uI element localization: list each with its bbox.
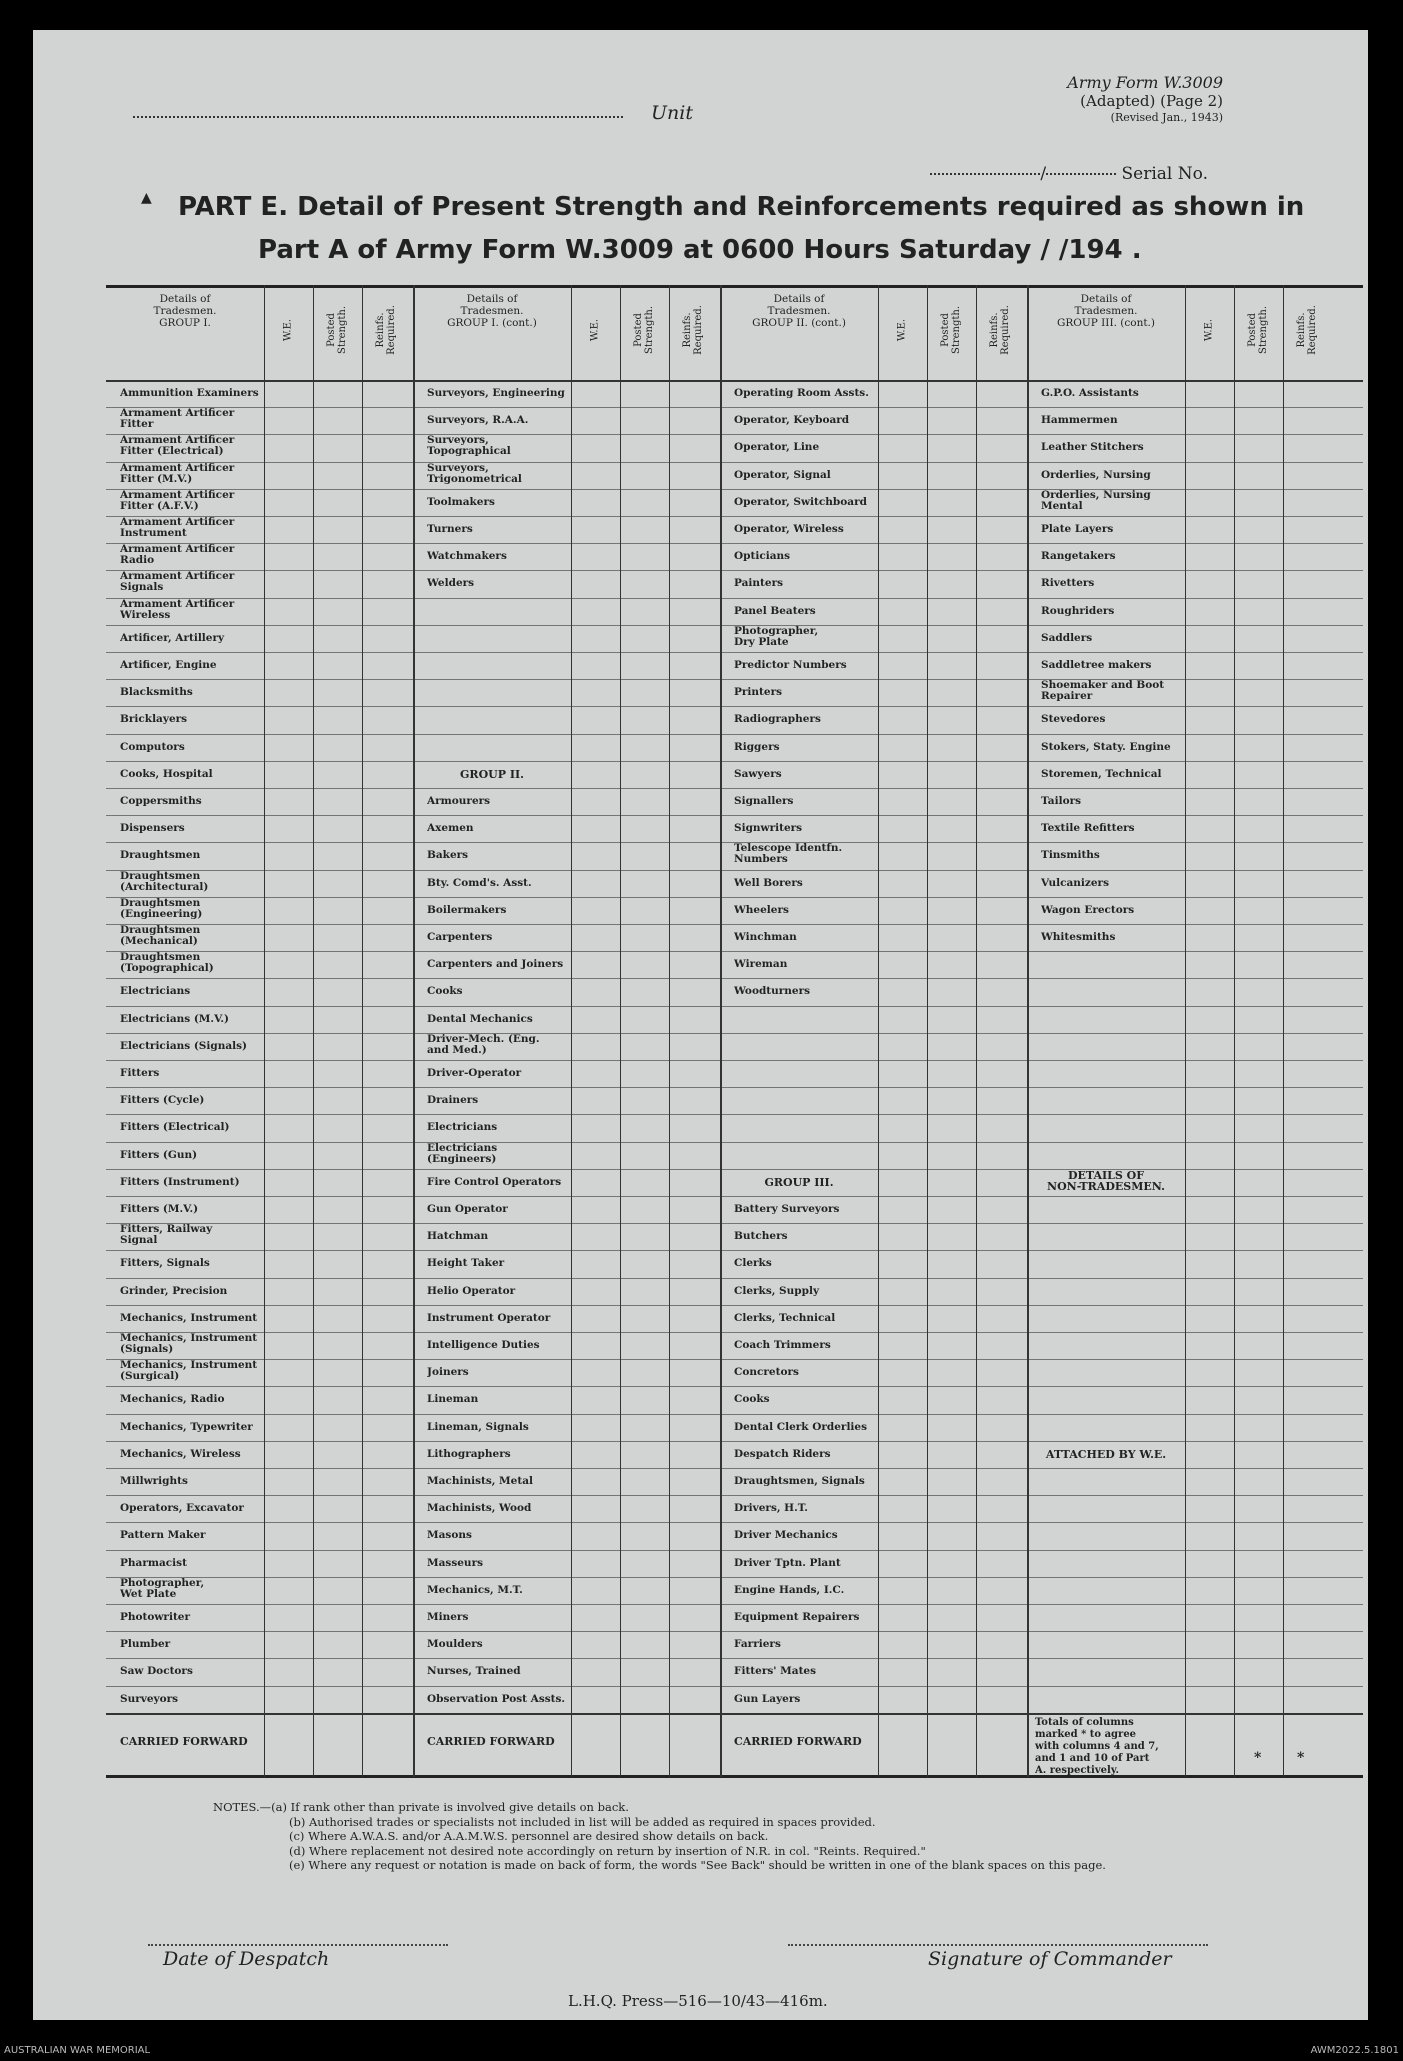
trade-label: Gun Layers xyxy=(734,1693,801,1705)
form-name: Army Form W.3009 xyxy=(1067,73,1223,92)
trade-label: Clerks, Supply xyxy=(734,1285,820,1297)
trade-label: Lineman, Signals xyxy=(427,1421,529,1433)
trade-label: Winchman xyxy=(734,932,797,943)
col-header-posted xyxy=(622,285,666,375)
trade-label: Electricians (Signals) xyxy=(120,1040,248,1052)
trade-label: Helio Operator xyxy=(427,1285,516,1297)
trade-label: Lithographers xyxy=(427,1448,511,1460)
column-rule xyxy=(362,285,363,1777)
trade-label: Mechanics, Wireless xyxy=(120,1448,241,1460)
trade-label: Woodturners xyxy=(734,986,811,998)
trade-label: Roughriders xyxy=(1041,605,1115,617)
trade-label: Cooks xyxy=(427,986,463,998)
trade-label: Axemen xyxy=(427,823,474,835)
trade-label: Armament Artificer Fitter (A.F.V.) xyxy=(120,489,235,512)
trade-label: Fitters (Electrical) xyxy=(120,1122,230,1134)
trade-label: Predictor Numbers xyxy=(734,660,847,671)
column-rule xyxy=(927,285,928,1777)
trade-label: Bakers xyxy=(427,850,469,862)
trade-label: Machinists, Wood xyxy=(427,1503,532,1515)
trade-label: Draughtsmen (Engineering) xyxy=(120,897,203,920)
trade-label: Height Taker xyxy=(427,1258,505,1270)
trade-label: Mechanics, Typewriter xyxy=(120,1421,253,1433)
trade-label: Fitters (M.V.) xyxy=(120,1204,199,1215)
trade-label: Painters xyxy=(734,578,784,590)
trade-label: Coppersmiths xyxy=(120,796,202,807)
trade-label: Saddletree makers xyxy=(1041,660,1152,671)
trade-label: Orderlies, Nursing Mental xyxy=(1041,489,1151,512)
column-rule xyxy=(620,285,621,1777)
trade-label: Wheelers xyxy=(734,904,789,916)
header-rule xyxy=(106,380,1363,382)
column-rule xyxy=(878,285,879,1777)
column-rule xyxy=(1283,285,1284,1777)
trade-label: Fire Control Operators xyxy=(427,1176,562,1188)
trade-label: Surveyors, R.A.A. xyxy=(427,415,529,427)
col-header-we xyxy=(1187,285,1231,375)
trade-label: Rivetters xyxy=(1041,578,1095,590)
form-adapted: (Adapted) (Page 2) xyxy=(1080,92,1223,110)
col-header-posted-text: Posted Strength. xyxy=(326,305,348,355)
col-header-we-text: W.E. xyxy=(896,318,908,342)
trade-label: Saddlers xyxy=(1041,632,1093,644)
trade-label: Mechanics, Radio xyxy=(120,1394,225,1406)
trade-label: Electricians (Engineers) xyxy=(427,1142,498,1165)
trade-label: Fitters, Signals xyxy=(120,1258,210,1270)
row-rule xyxy=(106,1142,1363,1143)
form-revised: (Revised Jan., 1943) xyxy=(1110,111,1223,124)
asterisk-marker: * xyxy=(1254,1750,1262,1766)
trade-label: Moulders xyxy=(427,1639,483,1651)
trade-label: Mechanics, M.T. xyxy=(427,1584,523,1596)
col-header-we xyxy=(880,285,924,375)
trade-label: Mechanics, Instrument xyxy=(120,1312,258,1324)
trade-label: Computors xyxy=(120,741,185,753)
trade-label: Masseurs xyxy=(427,1557,484,1569)
trade-label: Armament Artificer Fitter (M.V.) xyxy=(120,462,235,485)
trade-label: Machinists, Metal xyxy=(427,1476,533,1487)
trade-label: Operator, Signal xyxy=(734,469,831,481)
trade-label: Observation Post Assts. xyxy=(427,1693,566,1705)
trade-label: Fitters (Cycle) xyxy=(120,1095,205,1107)
trade-label: Miners xyxy=(427,1612,469,1623)
trade-label: Armament Artificer Wireless xyxy=(120,598,235,621)
note-b: (b) Authorised trades or specialists not included in list will be added as required in spaces provided. xyxy=(289,1814,876,1829)
col-header-posted xyxy=(315,285,359,375)
notes-block xyxy=(213,1800,1106,1873)
note-a: NOTES.—(a) If rank other than private is involved give details on back. xyxy=(213,1800,629,1814)
col-header-we xyxy=(573,285,617,375)
trade-label: Opticians xyxy=(734,551,791,563)
col-header-we xyxy=(266,285,310,375)
column-rule xyxy=(1185,285,1186,1777)
trade-label: Plate Layers xyxy=(1041,524,1114,535)
date-line xyxy=(148,1944,448,1946)
column-rule xyxy=(976,285,977,1777)
trade-label: Fitters (Instrument) xyxy=(120,1176,240,1188)
archive-label: AUSTRALIAN WAR MEMORIAL xyxy=(4,2045,151,2056)
serial-separator: / xyxy=(1040,164,1047,184)
trade-label: Instrument Operator xyxy=(427,1312,551,1324)
trade-label: Clerks xyxy=(734,1258,772,1270)
col-header-we-text: W.E. xyxy=(589,318,601,342)
press-imprint: L.H.Q. Press—516—10/43—416m. xyxy=(568,1992,828,2010)
trade-label: Masons xyxy=(427,1530,472,1542)
trade-label: Wireman xyxy=(734,959,788,971)
trade-label: Plumber xyxy=(120,1639,171,1651)
page-title-line1: PART E. Detail of Present Strength and Reinforcements required as shown in xyxy=(178,192,1305,222)
trade-label: Butchers xyxy=(734,1231,788,1243)
trade-label: Bricklayers xyxy=(120,714,188,726)
trade-label: Surveyors, Trigonometrical xyxy=(427,462,522,485)
trade-label: Shoemaker and Boot Repairer xyxy=(1041,680,1165,703)
trade-label: Sawyers xyxy=(734,768,782,780)
carried-forward-label: CARRIED FORWARD xyxy=(120,1735,248,1748)
trade-label: Mechanics, Instrument (Surgical) xyxy=(120,1360,258,1383)
trade-label: Nurses, Trained xyxy=(427,1666,521,1678)
row-rule xyxy=(106,1114,1363,1115)
trade-label: Operating Room Assts. xyxy=(734,388,869,399)
column-rule xyxy=(571,285,572,1777)
trade-label: Operator, Line xyxy=(734,442,820,454)
note-d: (d) Where replacement not desired note accordingly on return by insertion of N.R. in col. "Reints. Required." xyxy=(289,1843,926,1858)
trade-label: Driver Tptn. Plant xyxy=(734,1557,841,1569)
trade-label: Dental Clerk Orderlies xyxy=(734,1421,868,1433)
trade-label: Surveyors, Topographical xyxy=(427,435,511,458)
trade-label: Blacksmiths xyxy=(120,687,193,699)
unit-label: Unit xyxy=(651,102,693,124)
row-rule xyxy=(106,1087,1363,1088)
group-rule xyxy=(720,285,722,1777)
trade-label: Farriers xyxy=(734,1639,781,1651)
group-header-4: Details of Tradesmen. GROUP III. (cont.) xyxy=(1057,293,1155,330)
page-title-line2: Part A of Army Form W.3009 at 0600 Hours Saturday / /194 . xyxy=(258,235,1142,265)
trade-label: Dental Mechanics xyxy=(427,1013,533,1025)
trade-label: Operator, Keyboard xyxy=(734,415,850,427)
trade-label: Watchmakers xyxy=(427,551,507,563)
trade-label: Pharmacist xyxy=(120,1557,187,1569)
trade-label: Concretors xyxy=(734,1367,799,1379)
trade-label: Tailors xyxy=(1041,796,1082,807)
trade-label: Despatch Riders xyxy=(734,1448,831,1460)
trade-label: Armament Artificer Signals xyxy=(120,571,235,594)
trade-label: GROUP III. xyxy=(764,1176,834,1189)
trade-label: Driver Mechanics xyxy=(734,1530,838,1542)
trade-label: Artificer, Artillery xyxy=(120,632,225,644)
trade-label: Radiographers xyxy=(734,714,821,726)
trade-label: Battery Surveyors xyxy=(734,1204,840,1215)
trade-label: Storemen, Technical xyxy=(1041,768,1162,780)
col-header-we-text: W.E. xyxy=(1203,318,1215,342)
col-header-reinfs-text: Reinfs. Required. xyxy=(1296,305,1318,355)
col-header-posted-text: Posted Strength. xyxy=(940,305,962,355)
trade-label: Bty. Comd's. Asst. xyxy=(427,877,532,889)
archive-id: AWM2022.5.1801 xyxy=(1310,2045,1399,2056)
col-header-reinfs xyxy=(1285,285,1329,375)
trade-label: Whitesmiths xyxy=(1041,932,1116,943)
trade-label: Carpenters xyxy=(427,932,493,943)
trade-label: Clerks, Technical xyxy=(734,1312,836,1324)
tradesmen-table xyxy=(106,285,1363,1777)
trade-label: Operators, Excavator xyxy=(120,1503,244,1515)
col-header-we-text: W.E. xyxy=(282,318,294,342)
trade-label: Turners xyxy=(427,524,473,535)
col-header-reinfs-text: Reinfs. Required. xyxy=(989,305,1011,355)
date-of-despatch-label: Date of Despatch xyxy=(163,1948,330,1970)
trade-label: Fitters, Railway Signal xyxy=(120,1224,213,1247)
group-header-1: Details of Tradesmen. GROUP I. xyxy=(153,293,217,330)
serial-field xyxy=(930,164,1208,184)
trade-label: Armament Artificer Fitter xyxy=(120,408,235,431)
trade-label: Draughtsmen, Signals xyxy=(734,1476,865,1487)
column-rule xyxy=(264,285,265,1777)
asterisk-marker: * xyxy=(1297,1750,1305,1766)
trade-label: Cooks, Hospital xyxy=(120,768,213,780)
trade-label: Saw Doctors xyxy=(120,1666,193,1678)
trade-label: Boilermakers xyxy=(427,904,507,916)
trade-label: Hatchman xyxy=(427,1231,489,1243)
trade-label: Draughtsmen (Mechanical) xyxy=(120,925,201,948)
totals-note: Totals of columns marked * to agree with columns 4 and 7, and 1 and 10 of Part A. respectively. xyxy=(1035,1716,1159,1776)
col-header-reinfs xyxy=(364,285,408,375)
group-header-3: Details of Tradesmen. GROUP II. (cont.) xyxy=(752,293,846,330)
trade-label: Photographer, Wet Plate xyxy=(120,1577,205,1600)
col-header-reinfs-text: Reinfs. Required. xyxy=(682,305,704,355)
note-e: (e) Where any request or notation is made on back of form, the words "See Back" should be written in one of the blank spaces on this page. xyxy=(289,1858,1106,1873)
trade-label: Armament Artificer Radio xyxy=(120,544,235,567)
trade-label: Drainers xyxy=(427,1095,479,1107)
trade-label: Tinsmiths xyxy=(1041,850,1100,862)
trade-label: Drivers, H.T. xyxy=(734,1503,808,1515)
trade-label: Vulcanizers xyxy=(1041,877,1110,889)
col-header-posted-text: Posted Strength. xyxy=(633,305,655,355)
trade-label: Draughtsmen (Topographical) xyxy=(120,952,214,975)
col-header-posted xyxy=(929,285,973,375)
trade-label: Electricians xyxy=(427,1122,498,1134)
group-header-2: Details of Tradesmen. GROUP I. (cont.) xyxy=(447,293,537,330)
trade-label: Ammunition Examiners xyxy=(120,388,259,399)
trade-label: Pattern Maker xyxy=(120,1530,206,1542)
col-header-reinfs xyxy=(978,285,1022,375)
trade-label: Gun Operator xyxy=(427,1204,508,1215)
trade-label: Electricians xyxy=(120,986,191,998)
trade-label: Stokers, Staty. Engine xyxy=(1041,741,1171,753)
trade-label: Electricians (M.V.) xyxy=(120,1013,230,1025)
trade-label: Operator, Switchboard xyxy=(734,496,867,508)
trade-label: Engine Hands, I.C. xyxy=(734,1584,845,1596)
trade-label: Fitters' Mates xyxy=(734,1666,817,1678)
trade-label: Toolmakers xyxy=(427,496,495,508)
trade-label: Draughtsmen xyxy=(120,850,201,862)
col-header-posted-text: Posted Strength. xyxy=(1247,305,1269,355)
trade-label: Fitters xyxy=(120,1068,160,1079)
trade-label: DETAILS OF NON-TRADESMEN. xyxy=(1047,1169,1165,1194)
trade-label: Operator, Wireless xyxy=(734,524,844,535)
row-rule xyxy=(106,1033,1363,1034)
trade-label: ATTACHED BY W.E. xyxy=(1045,1448,1167,1461)
trade-label: Stevedores xyxy=(1041,714,1106,726)
trade-label: Intelligence Duties xyxy=(427,1340,540,1351)
trade-label: Joiners xyxy=(427,1367,469,1379)
trade-label: Draughtsmen (Architectural) xyxy=(120,870,209,893)
trade-label: Mechanics, Instrument (Signals) xyxy=(120,1333,258,1356)
trade-label: Well Borers xyxy=(734,877,803,889)
trade-label: Armament Artificer Fitter (Electrical) xyxy=(120,435,235,458)
signature-label: Signature of Commander xyxy=(928,1948,1172,1970)
signature-line xyxy=(788,1944,1208,1946)
trade-label: Driver-Operator xyxy=(427,1068,522,1079)
trade-label: Cooks xyxy=(734,1394,770,1406)
serial-label: Serial No. xyxy=(1121,164,1208,184)
trade-label: Riggers xyxy=(734,741,780,753)
trade-label: Leather Stitchers xyxy=(1041,442,1144,454)
column-rule xyxy=(1234,285,1235,1777)
trade-label: Telescope Identfn. Numbers xyxy=(734,843,843,866)
trade-label: Fitters (Gun) xyxy=(120,1149,198,1161)
group-rule xyxy=(1027,285,1029,1777)
trade-label: Rangetakers xyxy=(1041,551,1116,563)
col-header-reinfs xyxy=(671,285,715,375)
trade-label: Signallers xyxy=(734,796,794,807)
group-rule xyxy=(413,285,415,1777)
trade-label: Surveyors xyxy=(120,1693,179,1705)
trade-label: Hammermen xyxy=(1041,415,1118,427)
col-header-posted xyxy=(1236,285,1280,375)
carried-forward-label: CARRIED FORWARD xyxy=(734,1735,862,1748)
carried-forward-label: CARRIED FORWARD xyxy=(427,1735,555,1748)
trade-label: Wagon Erectors xyxy=(1041,904,1135,916)
trade-label: Grinder, Precision xyxy=(120,1285,228,1297)
trade-label: Lineman xyxy=(427,1394,479,1406)
trade-label: Signwriters xyxy=(734,823,803,835)
unit-field xyxy=(133,100,693,124)
trade-label: Artificer, Engine xyxy=(120,660,217,671)
form-page xyxy=(33,30,1368,2020)
trade-label: G.P.O. Assistants xyxy=(1041,388,1139,399)
trade-label: Surveyors, Engineering xyxy=(427,388,565,399)
arrow-icon: ▲ xyxy=(141,190,152,206)
trade-label: GROUP II. xyxy=(460,768,524,781)
trade-label: Welders xyxy=(427,578,475,590)
trade-label: Photographer, Dry Plate xyxy=(734,625,819,648)
trade-label: Equipment Repairers xyxy=(734,1612,860,1623)
row-rule xyxy=(106,1060,1363,1061)
trade-label: Armourers xyxy=(427,796,491,807)
trade-label: Photowriter xyxy=(120,1612,191,1623)
trade-label: Dispensers xyxy=(120,823,185,835)
trade-label: Driver-Mech. (Eng. and Med.) xyxy=(427,1033,540,1056)
trade-label: Carpenters and Joiners xyxy=(427,959,564,971)
trade-label: Millwrights xyxy=(120,1476,188,1487)
col-header-reinfs-text: Reinfs. Required. xyxy=(375,305,397,355)
column-rule xyxy=(313,285,314,1777)
trade-label: Orderlies, Nursing xyxy=(1041,469,1151,481)
column-rule xyxy=(669,285,670,1777)
trade-label: Coach Trimmers xyxy=(734,1340,831,1351)
trade-label: Textile Refitters xyxy=(1041,823,1135,835)
trade-label: Armament Artificer Instrument xyxy=(120,517,235,540)
note-c: (c) Where A.W.A.S. and/or A.A.M.W.S. personnel are desired show details on back. xyxy=(289,1829,769,1844)
trade-label: Panel Beaters xyxy=(734,605,816,617)
trade-label: Printers xyxy=(734,687,783,699)
